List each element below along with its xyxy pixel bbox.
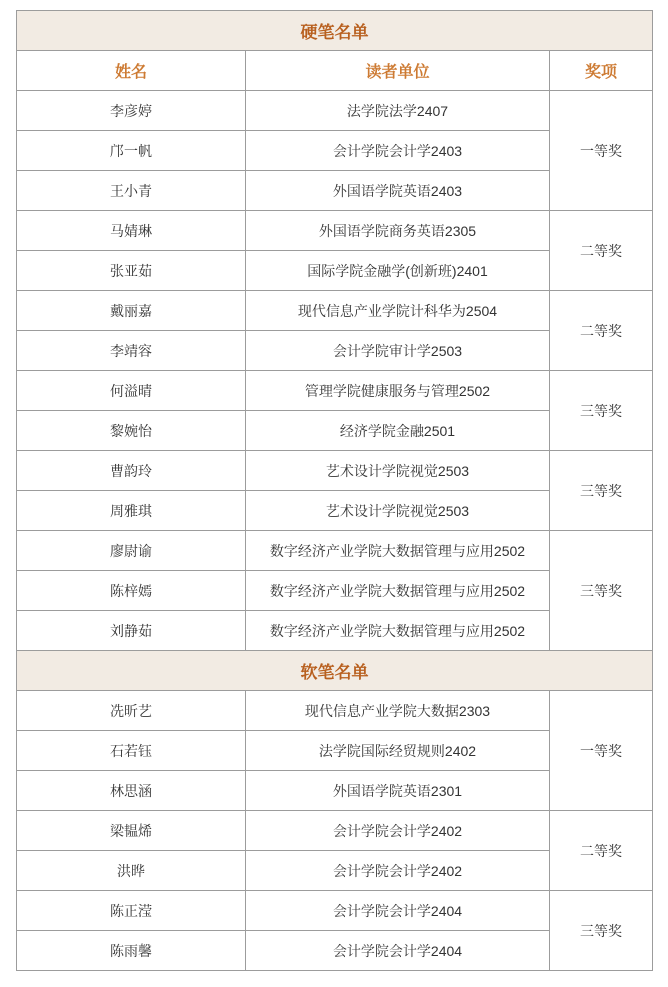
award-list-table (16, 10, 653, 971)
column-header-award: 奖项 (550, 51, 653, 91)
unit-cell: 国际学院金融学(创新班)2401 (246, 251, 550, 291)
unit-cell: 会计学院会计学2404 (246, 931, 550, 971)
table-row (17, 451, 653, 491)
name-cell: 何溢晴 (17, 371, 246, 411)
unit-cell: 会计学院会计学2402 (246, 811, 550, 851)
unit-cell: 现代信息产业学院大数据2303 (246, 691, 550, 731)
unit-cell: 法学院法学2407 (246, 91, 550, 131)
column-header-unit: 读者单位 (246, 51, 550, 91)
unit-cell: 艺术设计学院视觉2503 (246, 491, 550, 531)
section-title-row (17, 651, 653, 691)
name-cell: 张亚茹 (17, 251, 246, 291)
unit-cell: 经济学院金融2501 (246, 411, 550, 451)
award-cell: 二等奖 (550, 811, 653, 891)
unit-cell: 管理学院健康服务与管理2502 (246, 371, 550, 411)
name-cell: 林思涵 (17, 771, 246, 811)
name-cell: 石若钰 (17, 731, 246, 771)
name-cell: 戴丽嘉 (17, 291, 246, 331)
unit-cell: 外国语学院英语2403 (246, 171, 550, 211)
name-cell: 曹韵玲 (17, 451, 246, 491)
unit-cell: 会计学院审计学2503 (246, 331, 550, 371)
unit-cell: 数字经济产业学院大数据管理与应用2502 (246, 611, 550, 651)
table-row (17, 211, 653, 251)
name-cell: 陈梓嫣 (17, 571, 246, 611)
table-row (17, 531, 653, 571)
name-cell: 陈正滢 (17, 891, 246, 931)
table-row (17, 811, 653, 851)
unit-cell: 会计学院会计学2403 (246, 131, 550, 171)
award-cell: 二等奖 (550, 211, 653, 291)
name-cell: 邝一帆 (17, 131, 246, 171)
unit-cell: 现代信息产业学院计科华为2504 (246, 291, 550, 331)
name-cell: 黎婉怡 (17, 411, 246, 451)
column-header-name: 姓名 (17, 51, 246, 91)
unit-cell: 会计学院会计学2402 (246, 851, 550, 891)
award-cell: 三等奖 (550, 531, 653, 651)
name-cell: 马婧琳 (17, 211, 246, 251)
section-title-row (17, 11, 653, 51)
award-cell: 一等奖 (550, 91, 653, 211)
award-cell: 三等奖 (550, 451, 653, 531)
unit-cell: 外国语学院商务英语2305 (246, 211, 550, 251)
unit-cell: 会计学院会计学2404 (246, 891, 550, 931)
award-cell: 三等奖 (550, 371, 653, 451)
table-row (17, 291, 653, 331)
unit-cell: 法学院国际经贸规则2402 (246, 731, 550, 771)
name-cell: 洪晔 (17, 851, 246, 891)
table-row (17, 691, 653, 731)
table-row (17, 891, 653, 931)
award-cell: 三等奖 (550, 891, 653, 971)
unit-cell: 数字经济产业学院大数据管理与应用2502 (246, 571, 550, 611)
name-cell: 李彦婷 (17, 91, 246, 131)
name-cell: 周雅琪 (17, 491, 246, 531)
name-cell: 王小青 (17, 171, 246, 211)
name-cell: 李靖容 (17, 331, 246, 371)
name-cell: 陈雨馨 (17, 931, 246, 971)
table-row (17, 91, 653, 131)
section-title: 软笔名单 (17, 651, 653, 691)
section-title: 硬笔名单 (17, 11, 653, 51)
award-cell: 一等奖 (550, 691, 653, 811)
name-cell: 冼昕艺 (17, 691, 246, 731)
unit-cell: 艺术设计学院视觉2503 (246, 451, 550, 491)
table-row (17, 371, 653, 411)
name-cell: 梁韫烯 (17, 811, 246, 851)
unit-cell: 数字经济产业学院大数据管理与应用2502 (246, 531, 550, 571)
award-cell: 二等奖 (550, 291, 653, 371)
column-header-row (17, 51, 653, 91)
unit-cell: 外国语学院英语2301 (246, 771, 550, 811)
name-cell: 刘静茹 (17, 611, 246, 651)
name-cell: 廖尉谕 (17, 531, 246, 571)
